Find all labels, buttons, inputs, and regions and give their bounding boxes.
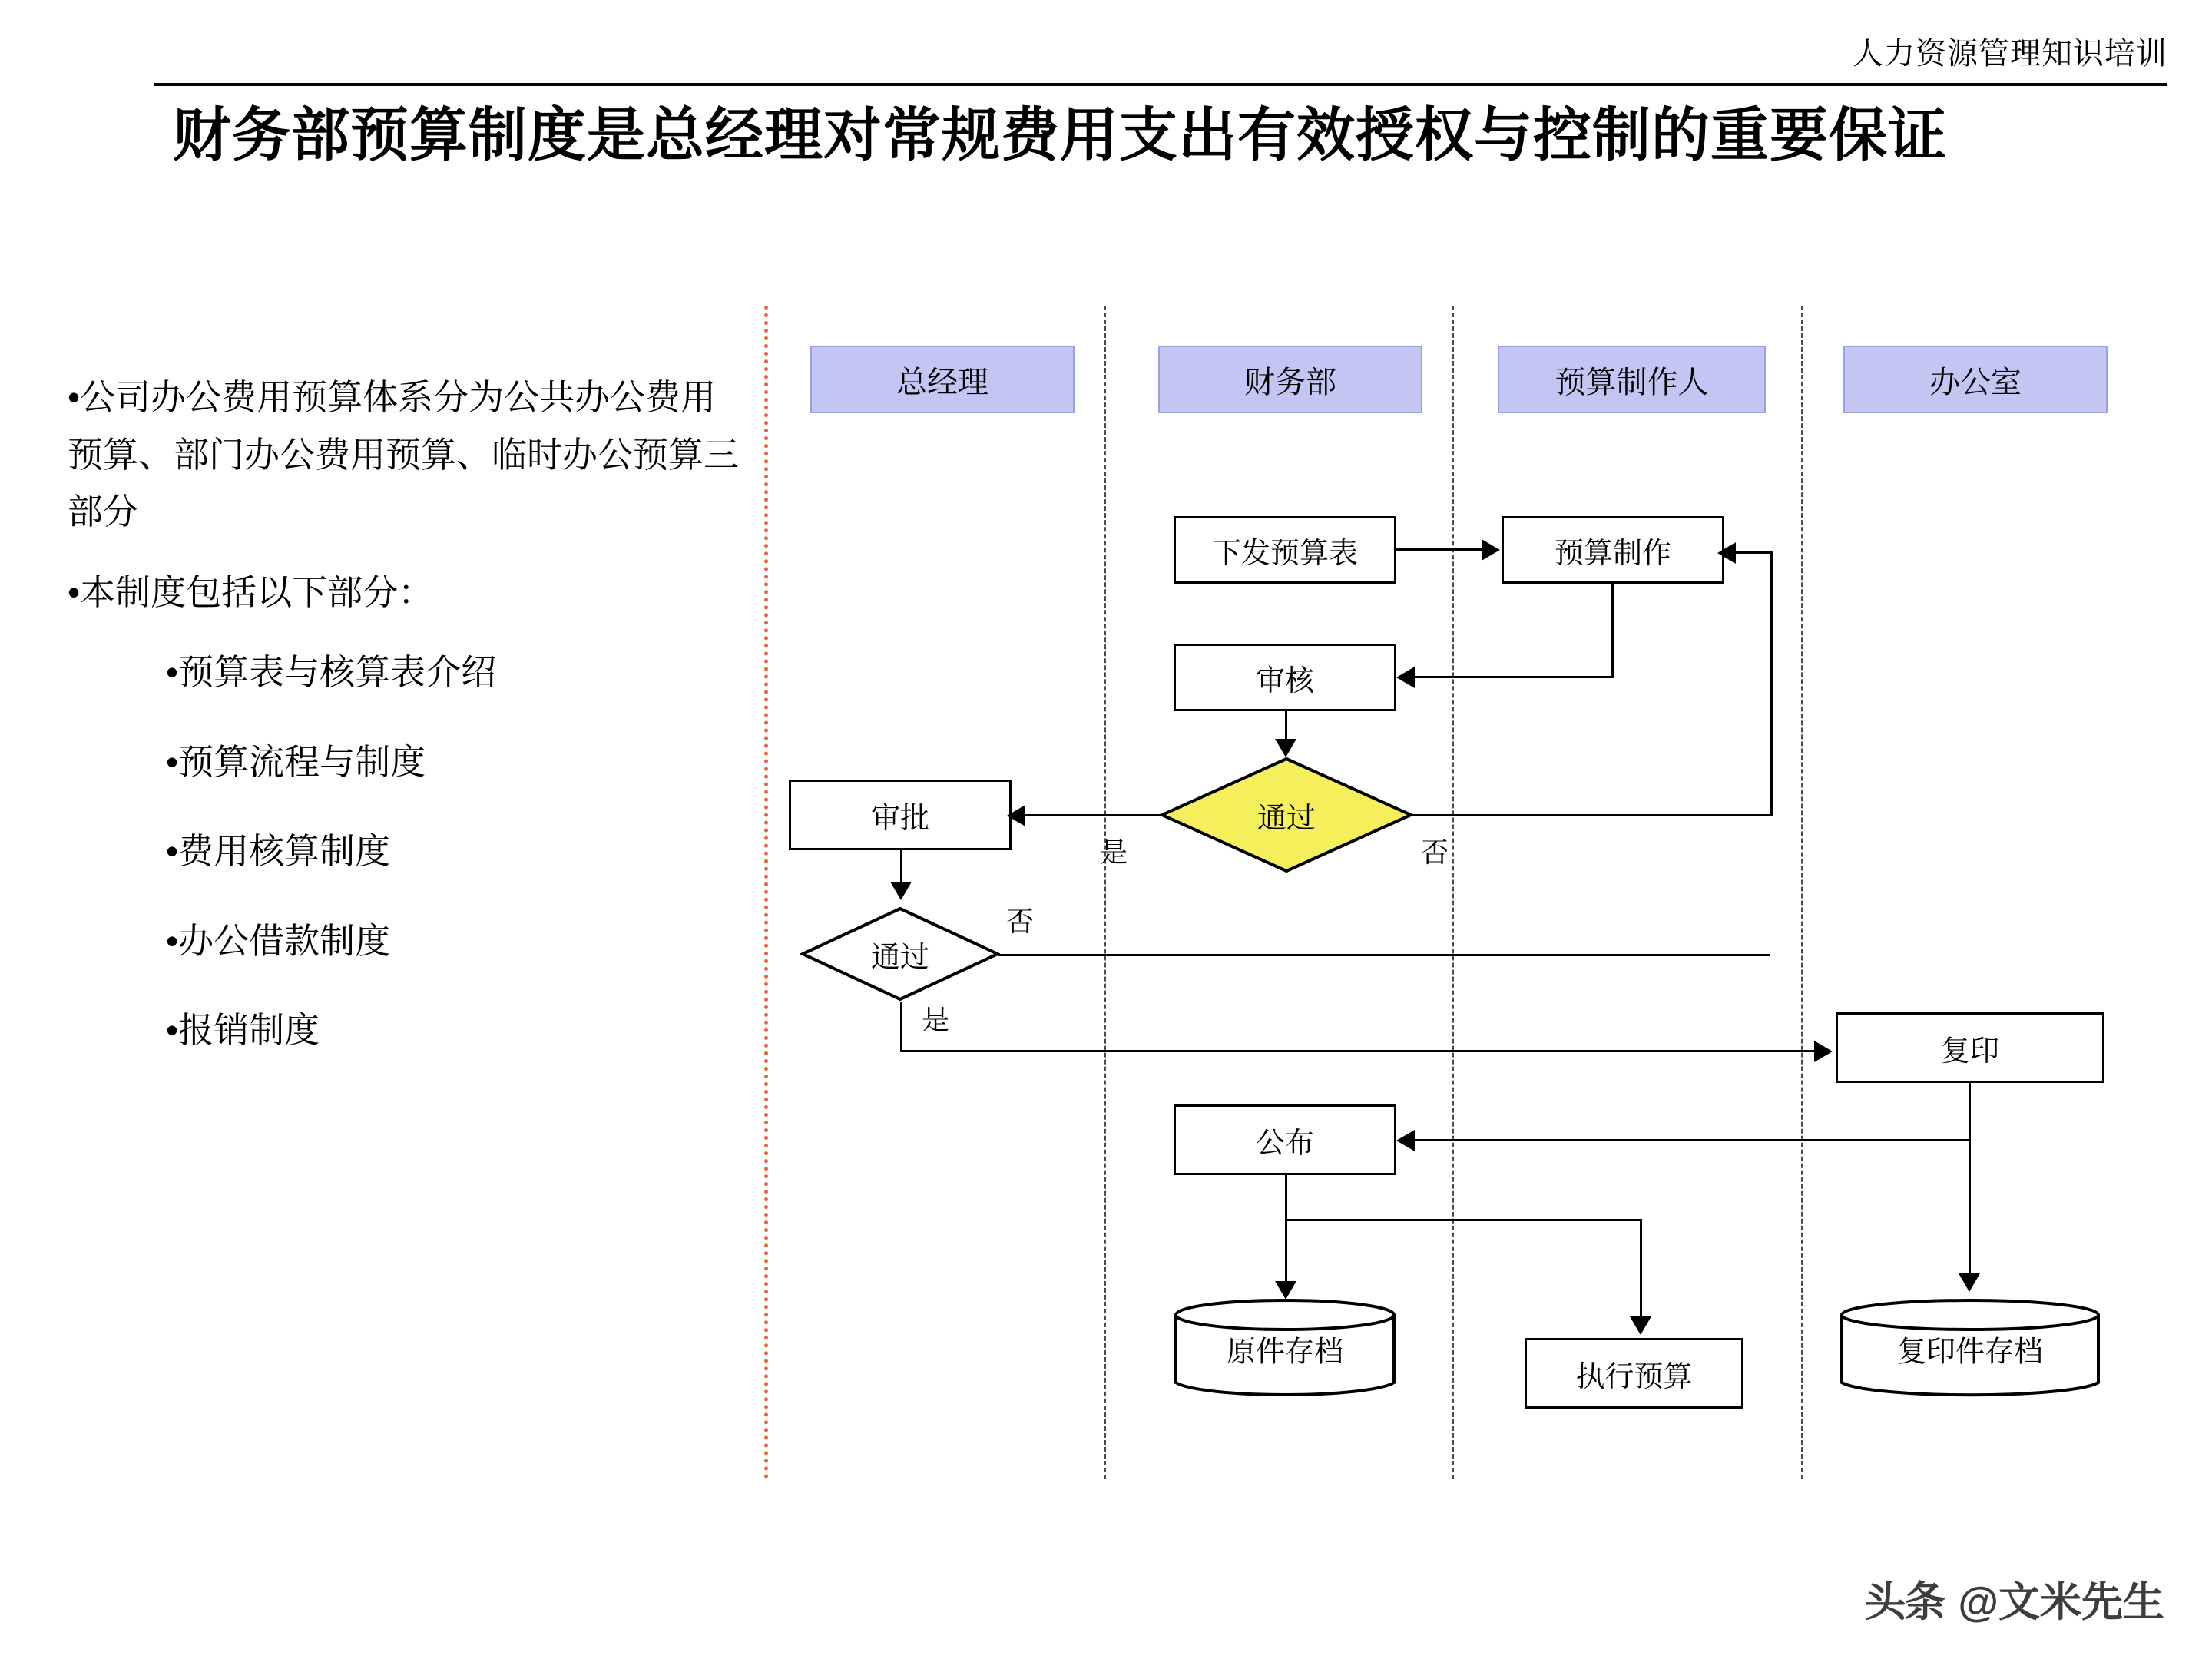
list-item: •预算表与核算表介绍 [166, 652, 497, 693]
lane-header-office [1843, 346, 2108, 413]
edge-label-no-1: 否 [1421, 836, 1449, 868]
edge-label-yes-2: 是 [922, 1004, 950, 1035]
node-label: 预算制作 [1554, 537, 1671, 570]
decision-label: 通过 [1257, 802, 1316, 835]
edge-make-to-review-h [1413, 676, 1614, 678]
node-label: 审核 [1255, 664, 1314, 697]
edge-label-yes-1: 是 [1100, 836, 1128, 868]
edge-arrow [1814, 1041, 1833, 1062]
node-label: 原件存档 [1226, 1336, 1343, 1369]
lane-header-label: 总经理 [896, 365, 988, 399]
node-approve [789, 780, 1012, 850]
decision-review-pass [1160, 757, 1413, 873]
list-item: •本制度包括以下部分： [68, 571, 434, 612]
header-divider [154, 83, 2167, 86]
edge-decision2-yes-v [900, 1002, 902, 1052]
edge-arrow [1275, 1281, 1296, 1300]
edge-arrow [1630, 1316, 1651, 1335]
node-label: 复印 [1940, 1035, 1999, 1068]
edge-decision1-no-h [1412, 814, 1773, 816]
edge-arrow [1396, 667, 1415, 688]
edge-copy-to-publish-v [1969, 1083, 1971, 1141]
node-issue-budget-form [1174, 516, 1396, 584]
edge-publish-to-execute [1640, 1219, 1642, 1323]
lane-header-budget-maker [1498, 346, 1766, 413]
edge-copy-to-archive-v [1969, 1139, 1971, 1277]
node-publish [1174, 1104, 1396, 1175]
edge-decision1-yes [1012, 814, 1162, 816]
decision-label: 通过 [870, 941, 929, 974]
edge-arrow [1482, 539, 1500, 561]
node-label: 复印件存档 [1896, 1336, 2043, 1369]
watermark-logo: 头条 [1864, 1579, 1945, 1625]
edge-arrow [1275, 739, 1296, 757]
edge-make-to-review-v [1611, 584, 1614, 677]
node-execute-budget [1525, 1338, 1743, 1409]
edge-issue-to-make [1396, 548, 1483, 551]
list-item: •预算流程与制度 [166, 741, 426, 782]
edge-copy-to-publish-h [1413, 1139, 1971, 1141]
node-label: 执行预算 [1575, 1360, 1693, 1393]
lane-header-label: 办公室 [1929, 365, 2022, 399]
node-archive-original [1174, 1298, 1396, 1399]
edge-arrow [890, 882, 912, 900]
list-item: •办公借款制度 [166, 920, 391, 961]
course-label: 人力资源管理知识培训 [1853, 37, 2167, 71]
edge-label-no-2: 否 [1006, 906, 1035, 937]
node-label: 公布 [1255, 1127, 1314, 1160]
node-archive-copy [1839, 1298, 2101, 1399]
edge-publish-to-archive [1285, 1219, 1287, 1288]
lane-divider-3 [1801, 306, 1803, 1479]
lane-header-general-manager [810, 346, 1075, 413]
edge-arrow [1396, 1130, 1415, 1151]
edge-arrow [1717, 542, 1736, 564]
watermark-handle: @文米先生 [1958, 1579, 2164, 1625]
edge-decision2-no-h [998, 954, 1770, 956]
section-divider [764, 306, 768, 1479]
node-label: 下发预算表 [1211, 537, 1358, 570]
lane-header-label: 预算制作人 [1555, 365, 1709, 399]
edge-decision2-yes-h [900, 1050, 1818, 1052]
list-item: •费用核算制度 [166, 831, 391, 872]
watermark [1864, 1569, 2164, 1628]
lane-header-finance [1158, 346, 1422, 413]
node-copy [1836, 1012, 2104, 1083]
edge-decision1-no-v [1770, 551, 1773, 816]
list-item: •公司办公费用预算体系分为公共办公费用预算、部门办公费用预算、临时办公预算三部分 [68, 377, 739, 532]
decision-approve-pass [800, 906, 1000, 1002]
edge-arrow [1007, 805, 1025, 826]
edge-publish-down [1285, 1175, 1287, 1221]
edge-arrow [1959, 1273, 1980, 1292]
lane-header-label: 财务部 [1244, 365, 1336, 399]
bullet-list [68, 369, 743, 1091]
page-title: 财务部预算制度是总经理对常规费用支出有效授权与控制的重要保证 [173, 103, 1947, 168]
list-item: •报销制度 [166, 1010, 320, 1051]
node-review [1174, 644, 1396, 711]
lane-divider-1 [1104, 306, 1106, 1479]
node-budget-make [1502, 516, 1724, 584]
lane-divider-2 [1452, 306, 1454, 1479]
edge-publish-split [1285, 1219, 1642, 1221]
node-label: 审批 [870, 802, 929, 835]
